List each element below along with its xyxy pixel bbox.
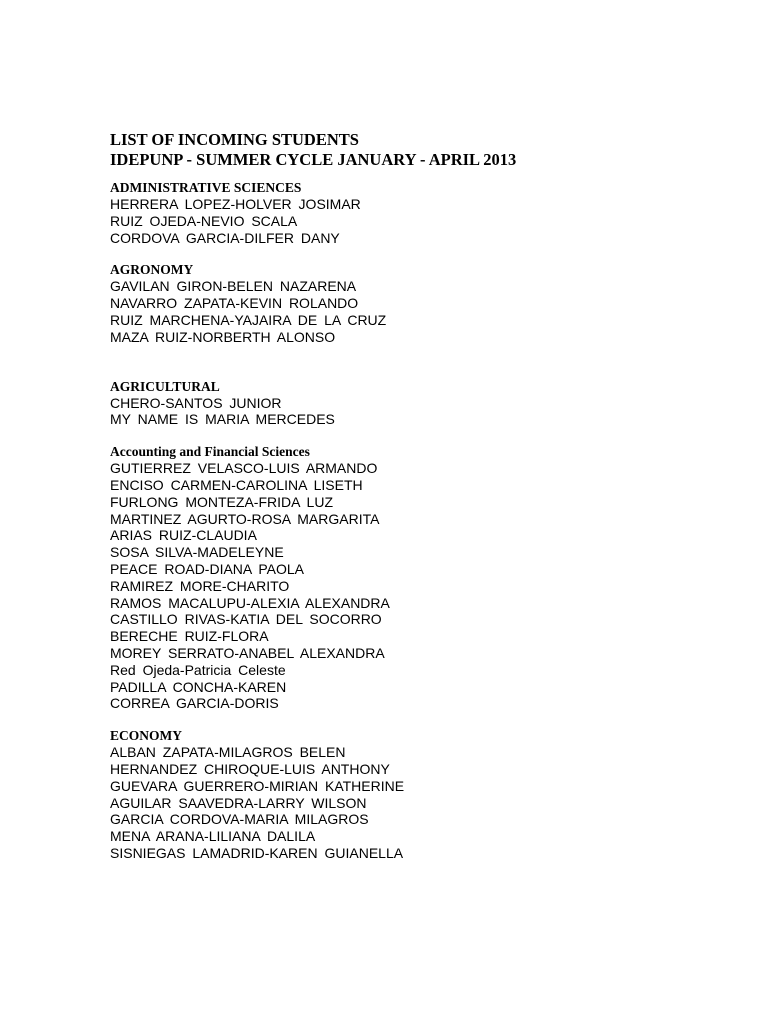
section-heading: AGRONOMY — [110, 262, 194, 278]
student-name: RUIZ OJEDA-NEVIO SCALA — [110, 212, 298, 229]
student-name: GARCIA CORDOVA-MARIA MILAGROS — [110, 811, 369, 828]
section-accounting-financial-sciences — [110, 444, 750, 712]
section-agronomy — [110, 262, 750, 345]
document-title: LIST OF INCOMING STUDENTS — [110, 130, 359, 149]
section-heading: ECONOMY — [110, 728, 182, 744]
section-agricultural — [110, 379, 750, 429]
student-name: PADILLA CONCHA-KAREN — [110, 678, 287, 695]
student-name: PEACE ROAD-DIANA PAOLA — [110, 560, 305, 577]
student-name: GAVILAN GIRON-BELEN NAZARENA — [110, 278, 357, 295]
student-name: MOREY SERRATO-ANABEL ALEXANDRA — [110, 644, 385, 661]
student-name: SOSA SILVA-MADELEYNE — [110, 544, 284, 561]
student-name: NAVARRO ZAPATA-KEVIN ROLANDO — [110, 295, 359, 312]
section-economy — [110, 728, 750, 862]
student-list — [110, 278, 750, 345]
student-name: CORREA GARCIA-DORIS — [110, 695, 279, 712]
document-page — [110, 130, 750, 862]
document-subtitle: IDEPUNP - SUMMER CYCLE JANUARY - APRIL 2013 — [110, 150, 517, 169]
student-name: MAZA RUIZ-NORBERTH ALONSO — [110, 328, 336, 345]
student-name: FURLONG MONTEZA-FRIDA LUZ — [110, 493, 334, 510]
student-name: ENCISO CARMEN-CAROLINA LISETH — [110, 476, 363, 493]
student-name: AGUILAR SAAVEDRA-LARRY WILSON — [110, 794, 367, 811]
section-administrative-sciences — [110, 180, 750, 246]
student-name: GUTIERREZ VELASCO-LUIS ARMANDO — [110, 460, 378, 477]
student-name: HERRERA LOPEZ-HOLVER JOSIMAR — [110, 196, 361, 212]
section-heading: ADMINISTRATIVE SCIENCES — [110, 180, 302, 195]
student-name: GUEVARA GUERRERO-MIRIAN KATHERINE — [110, 777, 405, 794]
student-name: ALBAN ZAPATA-MILAGROS BELEN — [110, 744, 346, 761]
student-list — [110, 460, 750, 712]
student-name: ARIAS RUIZ-CLAUDIA — [110, 527, 257, 544]
student-name: Red Ojeda-Patricia Celeste — [110, 661, 286, 678]
student-list — [110, 395, 750, 429]
student-name: RUIZ MARCHENA-YAJAIRA DE LA CRUZ — [110, 311, 387, 328]
student-list — [110, 196, 750, 246]
student-name: MENA ARANA-LILIANA DALILA — [110, 828, 316, 845]
student-name: MY NAME IS MARIA MERCEDES — [110, 411, 335, 428]
student-name: CORDOVA GARCIA-DILFER DANY — [110, 229, 340, 246]
student-name: BERECHE RUIZ-FLORA — [110, 628, 269, 645]
student-name: CASTILLO RIVAS-KATIA DEL SOCORRO — [110, 611, 382, 628]
student-name: HERNANDEZ CHIROQUE-LUIS ANTHONY — [110, 760, 390, 777]
student-name: CHERO-SANTOS JUNIOR — [110, 394, 282, 411]
student-name: SISNIEGAS LAMADRID-KAREN GUIANELLA — [110, 844, 404, 861]
section-heading: Accounting and Financial Sciences — [110, 444, 310, 460]
student-name: MARTINEZ AGURTO-ROSA MARGARITA — [110, 510, 380, 527]
student-name: RAMIREZ MORE-CHARITO — [110, 577, 290, 594]
student-list — [110, 744, 750, 862]
student-name: RAMOS MACALUPU-ALEXIA ALEXANDRA — [110, 594, 390, 611]
section-heading: AGRICULTURAL — [110, 378, 220, 394]
